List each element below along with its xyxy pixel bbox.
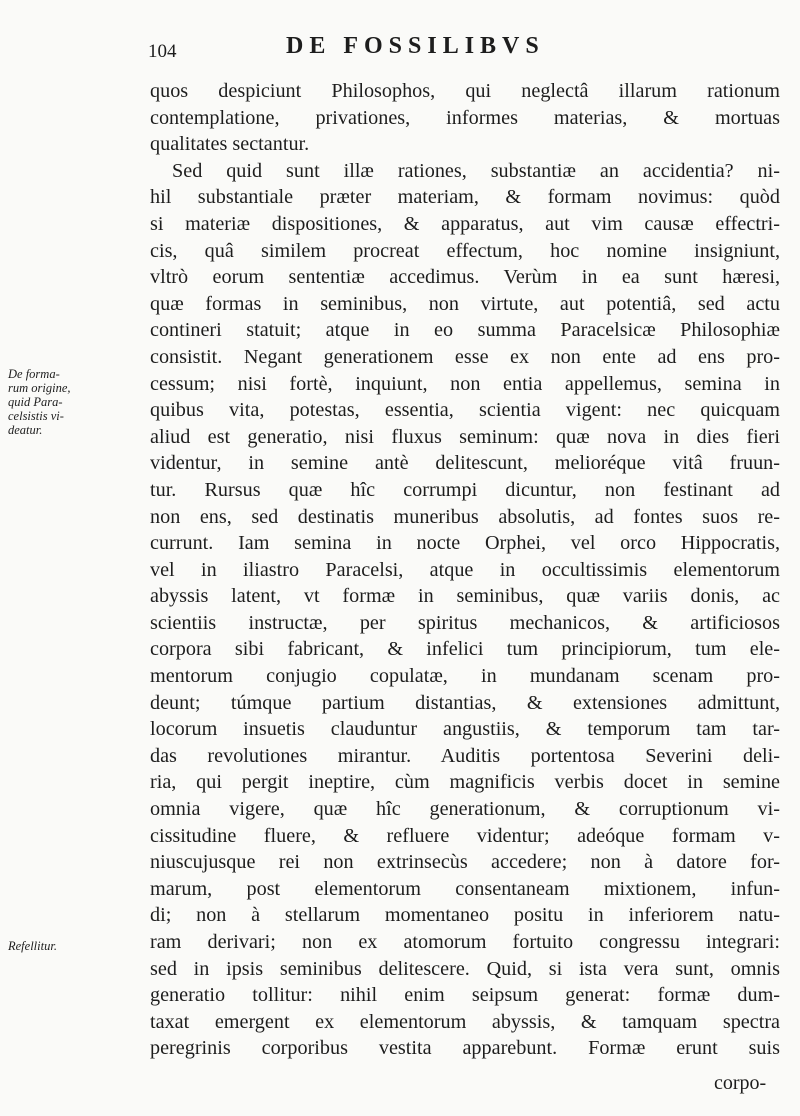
text-line: cis, quâ similem procreat effectum, hoc nomine insigniunt, [150,239,780,262]
running-title: DE FOSSILIBVS [286,33,545,59]
text-line: scientiis instructæ, per spiritus mechanicos, & artificiosos [150,611,780,634]
marginal-line: De forma- [8,367,60,381]
text-line: das revolutiones mirantur. Auditis portentosa Severini deli- [150,744,780,767]
page-number: 104 [148,41,177,62]
text-line: aliud est generatio, nisi fluxus seminum: quæ nova in dies fieri [150,425,780,448]
text-line: peregrinis corporibus vestita apparebunt. Formæ erunt suis [150,1037,780,1060]
text-line: tur. Rursus quæ hîc corrumpi dicuntur, non festinant ad [150,478,780,501]
marginal-note-forms [8,367,104,437]
text-line: di; non à stellarum momentaneo positu in inferiorem natu- [150,904,780,927]
text-line: Sed quid sunt illæ rationes, substantiæ an accidentia? ni- [172,159,780,182]
text-line: contineri statuit; atque in eo summa Paracelsicæ Philosophiæ [150,319,780,342]
text-line: si materiæ dispositiones, & apparatus, aut vim causæ effectri- [150,212,780,235]
marginal-line: rum origine, [8,381,71,395]
text-line: quæ formas in seminibus, non virtute, aut potentiâ, sed actu [150,292,780,315]
marginal-line: celsistis vi- [8,409,64,423]
text-line: qualitates sectantur. [150,133,310,156]
text-line: niuscujusque rei non extrinsecùs accedere; non à datore for- [150,851,780,874]
text-line: quos despiciunt Philosophos, qui neglectâ illarum rationum [150,80,780,102]
text-line: cessum; nisi fortè, inquiunt, non entia appellemus, semina in [150,372,780,395]
text-line: consistit. Negant generationem esse ex non ente ad ens pro- [150,345,780,368]
text-line: cissitudine fluere, & refluere videntur; adeóque formam v- [150,824,780,847]
marginal-line: quid Para- [8,395,63,409]
text-line: taxat emergent ex elementorum abyssis, & tamquam spectra [150,1010,780,1033]
marginal-line: deatur. [8,423,43,437]
text-line: sed in ipsis seminibus delitescere. Quid, si ista vera sunt, omnis [150,957,780,980]
marginal-note-refellitur [8,939,104,953]
text-line: corpora sibi fabricant, & infelici tum principiorum, tum ele- [150,638,780,661]
text-line: hil substantiale præter materiam, & formam novimus: quòd [150,186,780,209]
text-line: omnia vigere, quæ hîc generationum, & corruptionum vi- [150,798,780,821]
text-line: vel in iliastro Paracelsi, atque in occultissimis elementorum [150,558,780,581]
text-line: ram derivari; non ex atomorum fortuito congressu integrari: [150,931,780,953]
text-line: vltrò eorum sententiæ accedimus. Verùm in ea sunt hæresi, [150,266,780,289]
text-line: locorum insuetis clauduntur angustiis, & temporum tam tar- [150,718,780,741]
text-line: generatio tollitur: nihil enim seipsum generat: formæ dum- [150,984,780,1007]
text-line: mentorum conjugio copulatæ, in mundanam scenam pro- [150,665,780,688]
body-text [150,78,780,1062]
catchword: corpo- [714,1072,767,1094]
text-line: currunt. Iam semina in nocte Orphei, vel orco Hippocratis, [150,532,780,555]
text-line: contemplatione, privationes, informes materias, & mortuas [150,106,780,129]
text-line: quibus vita, potestas, essentia, scientia vigent: nec quicquam [150,399,780,422]
page-header [148,33,788,69]
marginal-line: Refellitur. [8,939,57,953]
text-line: abyssis latent, vt formæ in seminibus, quæ variis donis, ac [150,585,780,608]
text-line: videntur, in semine antè delitescunt, melioréque vitâ fruun- [150,452,780,475]
text-line: ria, qui pergit ineptire, cùm magnificis verbis docet in semine [150,771,780,794]
text-line: marum, post elementorum consentaneam mixtionem, infun- [150,877,780,900]
text-line: deunt; túmque partium distantias, & extensiones admittunt, [150,691,780,714]
text-line: non ens, sed destinatis muneribus absolutis, ad fontes suos re- [150,505,780,528]
